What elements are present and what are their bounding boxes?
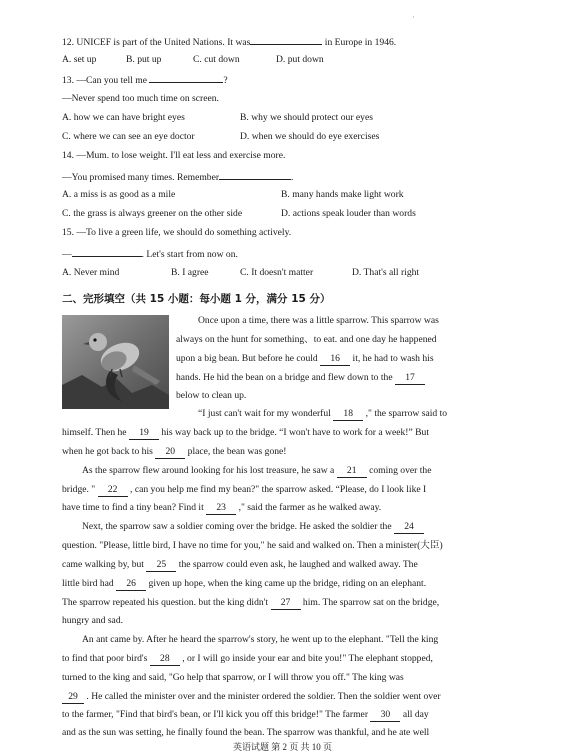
passage-line-13: question. "Please, little bird, I have no time for you," he said and walked on. Then a minister(大臣): [62, 540, 443, 551]
blank-20: 20: [155, 446, 185, 459]
q13-option-a: A. how we can have bright eyes: [62, 112, 185, 123]
q12-blank: [250, 35, 322, 45]
blank-24: 24: [394, 521, 424, 534]
blank-29: 29: [62, 691, 84, 704]
passage-line-1: Once upon a time, there was a little sparrow. This sparrow was: [198, 315, 439, 326]
passage-line-3: upon a big bean. But before he could 16 it, he had to wash his: [176, 353, 434, 364]
passage-line-17: hungry and sad.: [62, 615, 124, 626]
q14-option-d: D. actions speak louder than words: [281, 208, 416, 219]
blank-22: 22: [98, 484, 128, 497]
passage-line-10: bridge. " 22 , can you help me find my bean?" the sparrow asked. “Please, do I look like I: [62, 484, 427, 495]
scan-mark: ·: [412, 13, 415, 22]
q14-stem: 14. —Mum. to lose weight. I'll eat less and exercise more.: [62, 150, 286, 161]
q15-option-b: B. I agree: [171, 267, 209, 278]
passage-line-12: Next, the sparrow saw a soldier coming over the bridge. He asked the soldier the 24: [82, 521, 424, 534]
sparrow-illustration: [62, 315, 169, 409]
blank-23: 23: [206, 502, 236, 515]
passage-line-9: As the sparrow flew around looking for his lost treasure, he saw a 21 coming over the: [82, 465, 432, 476]
blank-27: 27: [271, 597, 301, 610]
q12-stem: 12. UNICEF is part of the United Nations. It was in Europe in 1946.: [62, 37, 397, 48]
q14-option-c: C. the grass is always greener on the other side: [62, 208, 243, 219]
q13-blank: [149, 73, 223, 83]
q15-option-c: C. It doesn't matter: [240, 267, 314, 278]
passage-line-6: “I just can't wait for my wonderful 18 ," the sparrow said to: [198, 408, 448, 419]
q13-reply: —Never spend too much time on screen.: [62, 93, 219, 104]
passage-line-21: 29 . He called the minister over and the minister ordered the soldier. Then the soldier went over: [62, 691, 441, 704]
q13-option-c: C. where we can see an eye doctor: [62, 131, 195, 142]
q12-option-b: B. put up: [126, 54, 162, 65]
passage-line-22: to the farmer, "Find that bird's bean, or I'll kick you off this bridge!" The farmer 30 all day: [62, 709, 429, 720]
page-footer: 英语试题 第 2 页 共 10 页: [232, 742, 332, 752]
blank-30: 30: [370, 709, 400, 722]
passage-line-20: turned to the king and said, "Go help that sparrow, or I will throw you off." The king was: [62, 672, 404, 683]
passage-line-18: An ant came by. After he heard the sparrow's story, he went up to the elephant. "Tell the king: [82, 634, 439, 645]
blank-26: 26: [116, 578, 146, 591]
q12-option-d: D. put down: [276, 54, 324, 65]
passage-line-4: hands. He hid the bean on a bridge and flew down to the 17: [176, 372, 425, 385]
passage-line-2: always on the hunt for something、to eat. and one day he happened: [176, 334, 437, 345]
q14-reply: —You promised many times. Remember .: [62, 172, 294, 183]
passage-line-14: came walking by, but 25 the sparrow could even ask, he laughed and walked away. The: [62, 559, 418, 570]
q14-blank: [219, 170, 291, 180]
passage-line-19: to find that poor bird's 28 , or I will go inside your ear and bite you!" The elephant stopped,: [62, 653, 433, 664]
q15-option-d: D. That's all right: [352, 267, 420, 278]
blank-19: 19: [129, 427, 159, 440]
q12-option-c: C. cut down: [193, 54, 240, 65]
passage-line-11: have time to find a tiny bean? Find it 23 ," said the farmer as he walked away.: [62, 502, 382, 513]
q14-option-a: A. a miss is as good as a mile: [62, 189, 176, 200]
blank-18: 18: [333, 408, 363, 421]
blank-25: 25: [146, 559, 176, 572]
blank-28: 28: [150, 653, 180, 666]
q15-stem: 15. —To live a green life, we should do something actively.: [62, 227, 292, 238]
q15-reply: — . Let's start from now on.: [62, 249, 238, 260]
q13-stem: 13. —Can you tell me ?: [62, 75, 228, 86]
passage-line-8: when he got back to his 20 place, the bean was gone!: [62, 446, 287, 457]
q14-option-b: B. many hands make light work: [281, 189, 404, 200]
q12-option-a: A. set up: [62, 54, 97, 65]
blank-17: 17: [395, 372, 425, 385]
passage-line-7: himself. Then he 19 his way back up to the bridge. “I won't have to work for a week!” But: [62, 427, 429, 438]
passage-line-16: The sparrow repeated his question. but the king didn't 27 him. The sparrow sat on the bridge,: [62, 597, 440, 608]
q15-blank: [72, 247, 142, 257]
q13-option-d: D. when we should do eye exercises: [240, 131, 380, 142]
q13-option-b: B. why we should protect our eyes: [240, 112, 373, 123]
passage-line-5: below to clean up.: [176, 390, 247, 401]
section-title: 二、完形填空（共 15 小题：每小题 1 分，满分 15 分）: [62, 293, 331, 305]
passage-line-23: and as the sun was setting, he finally found the bean. The sparrow was thankful, and he ate well: [62, 727, 430, 738]
passage-line-15: little bird had 26 given up hope, when the king came up the bridge, riding on an elephant.: [62, 578, 427, 589]
blank-21: 21: [337, 465, 367, 478]
sparrow-photo: [62, 315, 169, 409]
blank-16: 16: [320, 353, 350, 366]
q15-option-a: A. Never mind: [62, 267, 120, 278]
